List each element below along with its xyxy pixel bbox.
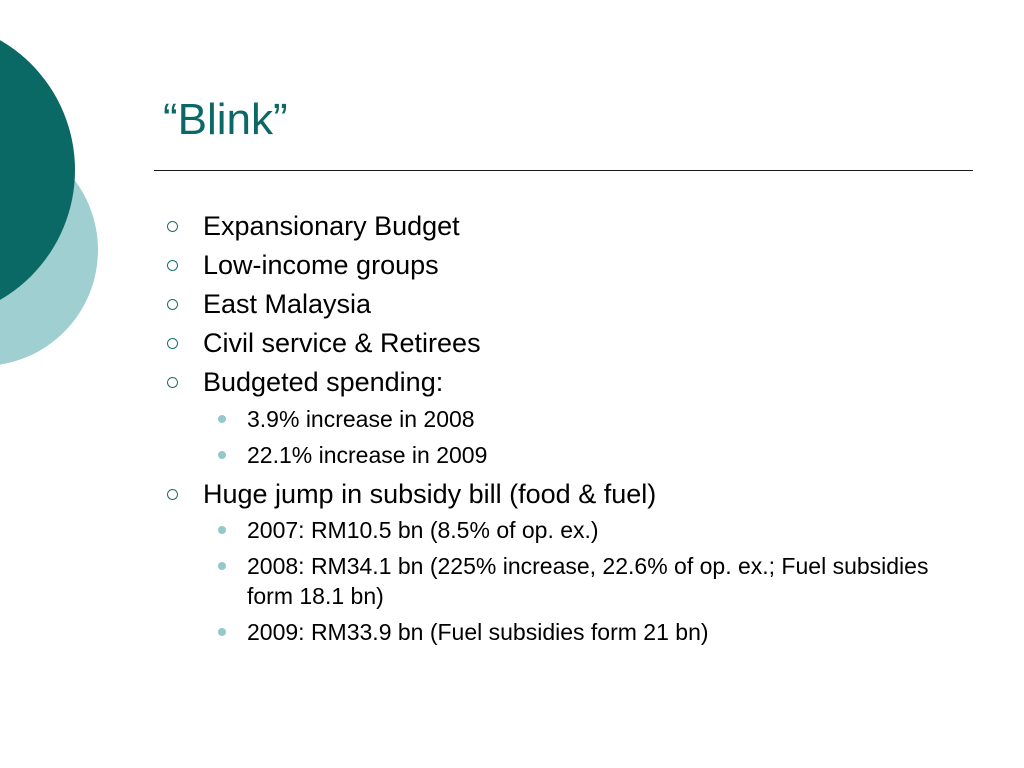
hollow-circle-bullet-icon	[167, 221, 178, 232]
hollow-circle-bullet-icon	[167, 338, 178, 349]
sub-bullet-item: 3.9% increase in 2008	[247, 406, 475, 432]
bullet-item: Civil service & Retirees	[203, 328, 481, 358]
filled-dot-bullet-icon	[218, 415, 226, 423]
hollow-circle-bullet-icon	[167, 299, 178, 310]
hollow-circle-bullet-icon	[167, 377, 178, 388]
filled-dot-bullet-icon	[218, 628, 226, 636]
filled-dot-bullet-icon	[218, 526, 226, 534]
hollow-circle-bullet-icon	[167, 489, 178, 500]
bullet-item: Huge jump in subsidy bill (food & fuel)	[203, 479, 657, 509]
sub-bullet-item: 2008: RM34.1 bn (225% increase, 22.6% of op. ex.; Fuel subsidies form 18.1 bn)	[247, 553, 929, 609]
hollow-circle-bullet-icon	[167, 260, 178, 271]
slide-title: “Blink”	[163, 95, 288, 144]
bullet-item: Budgeted spending:	[203, 367, 444, 397]
sub-bullet-item: 2009: RM33.9 bn (Fuel subsidies form 21 bn)	[247, 619, 709, 645]
bullet-item: Expansionary Budget	[203, 211, 460, 241]
bullet-item: Low-income groups	[203, 250, 439, 280]
filled-dot-bullet-icon	[218, 451, 226, 459]
sub-bullet-item: 2007: RM10.5 bn (8.5% of op. ex.)	[247, 517, 599, 543]
filled-dot-bullet-icon	[218, 562, 226, 570]
bullet-item: East Malaysia	[203, 289, 372, 319]
sub-bullet-item: 22.1% increase in 2009	[247, 442, 488, 468]
